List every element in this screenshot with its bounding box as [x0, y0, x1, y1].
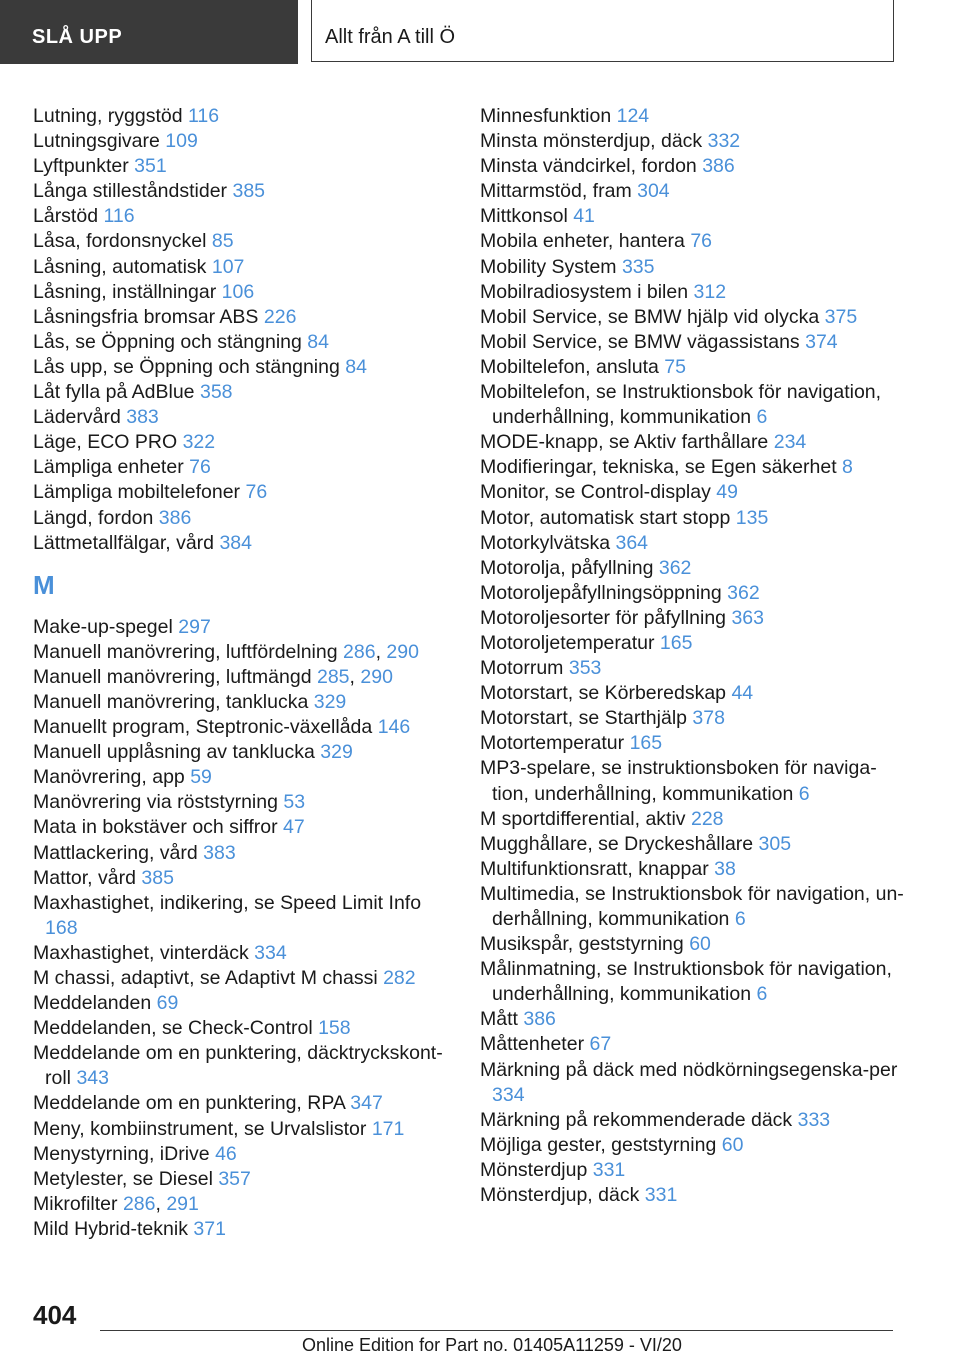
index-entry-term: Manövrering via röststyrning: [33, 791, 278, 814]
index-entry-term: Motoroljepåfyllningsöppning: [480, 581, 722, 604]
index-entry-term: Metylester, se Diesel: [33, 1167, 213, 1190]
index-entry-term: Målinmatning, se Instruktionsbok för navigation, underhållning, kommunikation: [480, 958, 892, 1006]
page-link[interactable]: 286: [122, 1192, 156, 1215]
index-entry: [480, 1007, 910, 1032]
index-entry: [480, 455, 910, 480]
index-entry: [33, 1142, 453, 1167]
index-entry: [480, 480, 910, 505]
index-entry-term: Låsa, fordonsnyckel: [33, 230, 207, 253]
page-link[interactable]: 333: [797, 1108, 831, 1131]
index-entry: [480, 280, 910, 305]
index-entry: [480, 255, 910, 280]
page-link[interactable]: 76: [245, 481, 268, 504]
index-entry-term: Maxhastighet, vinterdäck: [33, 941, 249, 964]
index-entry: [33, 480, 453, 505]
page-link[interactable]: 358: [199, 381, 233, 404]
page-link[interactable]: 76: [189, 456, 211, 479]
page-link[interactable]: 60: [689, 933, 711, 956]
index-entry: [33, 280, 453, 305]
page-link[interactable]: 228: [690, 807, 724, 830]
page-link[interactable]: 41: [573, 205, 595, 228]
page-link[interactable]: 384: [219, 531, 252, 554]
index-entry: Manuell manövrering, luftfördelning 286, 290: [33, 640, 419, 663]
page-link[interactable]: 124: [616, 105, 650, 127]
index-entry-term: Mittkonsol: [480, 205, 568, 228]
page-link[interactable]: 49: [716, 481, 738, 504]
index-entry-term: Minsta mönsterdjup, däck: [480, 130, 703, 153]
index-entry: [33, 966, 453, 991]
index-column-left: [33, 104, 453, 1242]
page-link[interactable]: 282: [383, 967, 416, 989]
page-link[interactable]: 69: [156, 992, 179, 1015]
page-link[interactable]: 290: [360, 665, 393, 688]
index-entry: [480, 1158, 910, 1183]
page-link[interactable]: 76: [690, 230, 713, 253]
page-link[interactable]: 362: [727, 581, 760, 604]
index-entry-term: Märkning på rekommenderade däck: [480, 1108, 793, 1131]
index-entry: [480, 756, 910, 806]
index-entry-term: Låt fylla på AdBlue: [33, 381, 195, 404]
index-entry-term: MODE-knapp, se Aktiv farthållare: [480, 431, 769, 454]
index-entry-term: Mobil Service, se BMW vägassistans: [480, 330, 800, 353]
page-link[interactable]: 44: [731, 682, 754, 705]
index-entry: [33, 330, 453, 355]
index-entry-term: Musikspår, geststyrning: [480, 933, 684, 956]
index-entry-term: Manuellt program, Steptronic-växellåda: [33, 716, 373, 739]
page-link[interactable]: 335: [621, 255, 655, 278]
index-entry-term: Möjliga gester, geststyrning: [480, 1133, 717, 1156]
index-entry-term: Manövrering, app: [33, 766, 185, 789]
page-link[interactable]: 383: [126, 406, 159, 429]
index-entry: [480, 506, 910, 531]
index-entry-term: Mobil Service, se BMW hjälp vid olycka: [480, 305, 820, 328]
index-entry-term: Längd, fordon: [33, 506, 154, 529]
page-link[interactable]: 375: [824, 305, 858, 328]
index-entry: Manuell manövrering, luftmängd 285, 290: [33, 665, 393, 688]
page-link[interactable]: 84: [345, 355, 367, 378]
index-entry-term: Mönsterdjup, däck: [480, 1184, 640, 1207]
index-entry: [480, 1183, 910, 1208]
page-link[interactable]: 351: [134, 155, 167, 178]
index-entry: [480, 882, 910, 932]
index-entry: [33, 1117, 453, 1142]
index-entry-term: Motoroljesorter för påfyllning: [480, 606, 727, 629]
page-link[interactable]: 85: [211, 230, 234, 253]
index-entry-term: M sportdifferential, aktiv: [480, 807, 686, 830]
page-link[interactable]: 8: [842, 456, 853, 479]
index-entry-term: Mittarmstöd, fram: [480, 180, 632, 203]
page-link[interactable]: 329: [313, 690, 347, 713]
index-entry: [480, 832, 910, 857]
index-entry: [480, 807, 910, 832]
page-link[interactable]: 347: [350, 1092, 383, 1115]
index-entry-term: M chassi, adaptivt, se Adaptivt M chassi: [33, 967, 378, 989]
index-entry: [480, 531, 910, 556]
page-link[interactable]: 386: [523, 1008, 556, 1031]
page-link[interactable]: 312: [693, 280, 727, 303]
index-entry: [33, 405, 453, 430]
index-entry: [33, 1167, 453, 1192]
index-entry: [480, 706, 910, 731]
index-entry-term: Långa stilleståndstider: [33, 180, 228, 203]
page-link[interactable]: 332: [707, 130, 741, 153]
index-entry: [480, 204, 910, 229]
page-link[interactable]: 378: [692, 707, 725, 730]
index-entry-term: Manuell upplåsning av tanklucka: [33, 741, 315, 764]
index-entry: [480, 1032, 910, 1057]
index-entry: [480, 581, 910, 606]
index-entry-term: Lättmetallfälgar, vård: [33, 531, 215, 554]
page-link[interactable]: 165: [659, 631, 693, 654]
footer-edition: Online Edition for Part no. 01405A11259 - VI/20: [302, 1335, 682, 1355]
index-entry: [480, 631, 910, 656]
index-entry-term: Lås, se Öppning och stängning: [33, 330, 302, 353]
index-entry: [480, 857, 910, 882]
page-link[interactable]: 38: [714, 857, 736, 880]
page-link[interactable]: 84: [307, 330, 329, 353]
page-link[interactable]: 6: [756, 983, 768, 1006]
index-entry-term: Motortemperatur: [480, 732, 625, 755]
index-entry: [480, 957, 910, 1007]
page-link[interactable]: 331: [644, 1184, 678, 1207]
page-link[interactable]: 353: [568, 657, 602, 680]
index-entry: [480, 330, 910, 355]
index-entry-term: Märkning på däck med nödkörningsegenska-per: [480, 1058, 898, 1081]
index-entry: [480, 556, 910, 581]
index-entry: [480, 129, 910, 154]
index-entry: [480, 1108, 910, 1133]
index-entry: [33, 615, 453, 640]
index-entry: [33, 506, 453, 531]
index-entry: [33, 991, 453, 1016]
index-entry: [33, 740, 453, 765]
index-entry: [33, 229, 453, 254]
index-section-heading: M: [33, 569, 55, 600]
index-entry: [480, 681, 910, 706]
index-entry-term: Mobility System: [480, 255, 617, 278]
index-entry-term: Minsta vändcirkel, fordon: [480, 155, 697, 178]
index-entry: [480, 380, 910, 430]
index-entry-term: Läge, ECO PRO: [33, 431, 178, 454]
index-entry: [33, 891, 453, 941]
page-link[interactable]: 226: [263, 305, 297, 328]
index-entry: [33, 1091, 453, 1116]
page-link[interactable]: 6: [734, 908, 746, 930]
index-entry: [33, 841, 453, 866]
page-link[interactable]: 285: [316, 665, 350, 688]
page-link[interactable]: 116: [188, 105, 220, 127]
index-entry-term: Meny, kombiinstrument, se Urvalslistor: [33, 1117, 367, 1140]
chapter-tab[interactable]: [0, 0, 298, 64]
index-entry-term: Låsning, inställningar: [33, 280, 217, 303]
page-link[interactable]: 135: [735, 506, 769, 529]
index-entry-term: Multifunktionsratt, knappar: [480, 857, 709, 880]
index-entry-term: Lyftpunkter: [33, 155, 129, 178]
index-entry-term: Meddelande om en punktering, RPA: [33, 1092, 345, 1115]
index-entry: [33, 1217, 453, 1242]
index-entry-term: MP3-spelare, se instruktionsboken för naviga-tion, underhållning, kommunikation: [480, 757, 877, 805]
index-entry: [480, 606, 910, 631]
index-entry-term: Mobila enheter, hantera: [480, 230, 685, 253]
page-link[interactable]: 60: [721, 1133, 744, 1156]
index-entry-term: Lämpliga enheter: [33, 456, 184, 479]
page-link[interactable]: 59: [190, 766, 212, 789]
index-entry-term: Make-up-spegel: [33, 615, 173, 638]
index-entry: [480, 430, 910, 455]
page-link[interactable]: 334: [492, 1083, 525, 1106]
index-entry: [480, 1133, 910, 1158]
index-entry-term: Mobiltelefon, ansluta: [480, 355, 659, 378]
index-entry: [480, 656, 910, 681]
index-entry: [33, 690, 453, 715]
index-entry-term: Lutning, ryggstöd: [33, 105, 183, 127]
index-entry-term: Manuell manövrering, tanklucka: [33, 690, 309, 713]
page-link[interactable]: 386: [702, 155, 735, 178]
footer-divider: [100, 1330, 893, 1331]
index-entry: [33, 941, 453, 966]
index-entry: [33, 104, 453, 129]
index-entry-term: Mönsterdjup: [480, 1158, 588, 1181]
index-entry-term: Mått: [480, 1008, 518, 1031]
index-entry: [33, 455, 453, 480]
page-link[interactable]: 371: [193, 1217, 226, 1240]
index-entry-term: Mattor, vård: [33, 866, 136, 889]
index-entry-term: Låsning, automatisk: [33, 255, 207, 278]
index-entry: [480, 355, 910, 380]
index-entry: [480, 305, 910, 330]
page-link[interactable]: 329: [320, 741, 353, 764]
page-link[interactable]: 331: [592, 1158, 626, 1181]
index-entry: [33, 715, 453, 740]
index-entry-term: Motorstart, se Starthjälp: [480, 707, 687, 730]
page-link[interactable]: 53: [283, 791, 306, 814]
page-link[interactable]: 106: [221, 280, 255, 303]
index-entry: Mikrofilter 286, 291: [33, 1192, 199, 1215]
index-entry-term: Meddelanden: [33, 992, 152, 1015]
index-entry: [33, 790, 453, 815]
index-entry-term: Mata in bokstäver och siffror: [33, 816, 278, 839]
page-link[interactable]: 46: [215, 1142, 237, 1165]
index-entry: [33, 531, 453, 556]
index-entry-term: Måttenheter: [480, 1033, 585, 1056]
page-link[interactable]: 67: [589, 1033, 612, 1056]
page-link[interactable]: 286: [343, 640, 376, 663]
page-link[interactable]: 374: [805, 330, 838, 353]
page-link[interactable]: 364: [615, 531, 649, 554]
index-entry: [480, 229, 910, 254]
index-entry-term: Mugghållare, se Dryckeshållare: [480, 832, 754, 855]
page-link[interactable]: 6: [798, 782, 810, 805]
page-link[interactable]: 386: [158, 506, 192, 529]
index-entry-term: Motorkylvätska: [480, 531, 611, 554]
index-entry: [33, 305, 453, 330]
page-link[interactable]: 109: [165, 130, 198, 153]
page-link[interactable]: 334: [254, 941, 287, 964]
page-link[interactable]: 385: [232, 180, 266, 203]
index-entry: [480, 1058, 910, 1108]
index-entry: [480, 154, 910, 179]
index-entry: [480, 731, 910, 756]
page-link[interactable]: 297: [178, 615, 211, 638]
index-entry-term: Motorstart, se Körberedskap: [480, 682, 727, 705]
index-entry: [480, 932, 910, 957]
index-entry-term: Mobilradiosystem i bilen: [480, 280, 689, 303]
index-entry-term: Maxhastighet, indikering, se Speed Limit Info: [33, 891, 422, 914]
index-entry: [33, 430, 453, 455]
page-link[interactable]: 343: [76, 1067, 109, 1090]
index-entry-term: Mild Hybrid-teknik: [33, 1217, 188, 1240]
index-entry: [33, 765, 453, 790]
index-entry-term: Minnesfunktion: [480, 105, 612, 127]
index-entry-term: Motor, automatisk start stopp: [480, 506, 731, 529]
index-entry-term: Menystyrning, iDrive: [33, 1142, 210, 1165]
page-link[interactable]: 291: [166, 1192, 199, 1215]
page-link[interactable]: 385: [141, 866, 174, 889]
index-entry: [33, 380, 453, 405]
page-number: 404: [33, 1300, 77, 1330]
index-entry-term: Modifieringar, tekniska, se Egen säkerhet: [480, 456, 837, 479]
page-link[interactable]: 383: [203, 841, 236, 864]
index-entry: [33, 129, 453, 154]
index-entry: [33, 255, 453, 280]
page-link[interactable]: 47: [283, 816, 305, 839]
page-link[interactable]: 6: [756, 406, 768, 429]
index-entry-term: Monitor, se Control-display: [480, 481, 711, 504]
index-entry-term: Mobiltelefon, se Instruktionsbok för navigation, underhållning, kommunikation: [480, 381, 882, 429]
index-entry-term: Lädervård: [33, 406, 121, 429]
index-entry-term: Lårstöd: [33, 205, 99, 228]
index-entry-term: Meddelande om en punktering, däcktryckskont-roll: [33, 1042, 443, 1090]
index-entry-term: Multimedia, se Instruktionsbok för navigation, un-derhållning, kommunikation: [480, 882, 904, 930]
index-entry-term: Lås upp, se Öppning och stängning: [33, 355, 340, 378]
index-column-right: [480, 104, 910, 1208]
page-link[interactable]: 168: [45, 916, 78, 939]
page-link[interactable]: 171: [371, 1117, 405, 1140]
page-link[interactable]: 305: [758, 832, 792, 855]
index-entry: [33, 1041, 453, 1091]
index-entry-term: Manuell manövrering, luftfördelning: [33, 640, 338, 663]
index-entry: [33, 179, 453, 204]
page-link[interactable]: 363: [731, 606, 764, 629]
index-entry-term: Motoroljetemperatur: [480, 631, 655, 654]
index-entry: [480, 104, 910, 129]
page-link[interactable]: 362: [658, 556, 692, 579]
page-link[interactable]: 116: [103, 205, 135, 228]
index-entry: [33, 815, 453, 840]
index-entry: [33, 866, 453, 891]
index-entry-term: Manuell manövrering, luftmängd: [33, 665, 312, 688]
page-link[interactable]: 75: [664, 355, 686, 378]
index-entry-term: Lutningsgivare: [33, 130, 160, 153]
section-tab[interactable]: [311, 0, 894, 62]
page-link[interactable]: 146: [377, 716, 411, 739]
index-entry: [480, 179, 910, 204]
index-entry: [33, 1016, 453, 1041]
index-entry-term: Motorrum: [480, 657, 564, 680]
chapter-tab-label: SLÅ UPP: [32, 26, 123, 48]
section-tab-label: Allt från A till Ö: [325, 26, 456, 48]
page-link[interactable]: 158: [318, 1017, 351, 1040]
index-entry-term: Låsningsfria bromsar ABS: [33, 305, 259, 328]
index-entry-term: Mattlackering, vård: [33, 841, 198, 864]
index-entry: [33, 154, 453, 179]
index-entry-term: Meddelanden, se Check-Control: [33, 1017, 313, 1040]
page-link[interactable]: 322: [182, 431, 216, 454]
page-link[interactable]: 165: [629, 732, 663, 755]
index-entry-term: Motorolja, påfyllning: [480, 556, 654, 579]
page-link[interactable]: 107: [211, 255, 245, 278]
page-link[interactable]: 234: [773, 431, 807, 454]
index-entry-term: Lämpliga mobiltelefoner: [33, 481, 241, 504]
page-link[interactable]: 304: [637, 180, 670, 203]
index-entry: [33, 204, 453, 229]
page-link[interactable]: 357: [218, 1167, 251, 1190]
page-link[interactable]: 290: [386, 640, 419, 663]
index-entry: [33, 355, 453, 380]
index-entry-term: Mikrofilter: [33, 1192, 118, 1215]
